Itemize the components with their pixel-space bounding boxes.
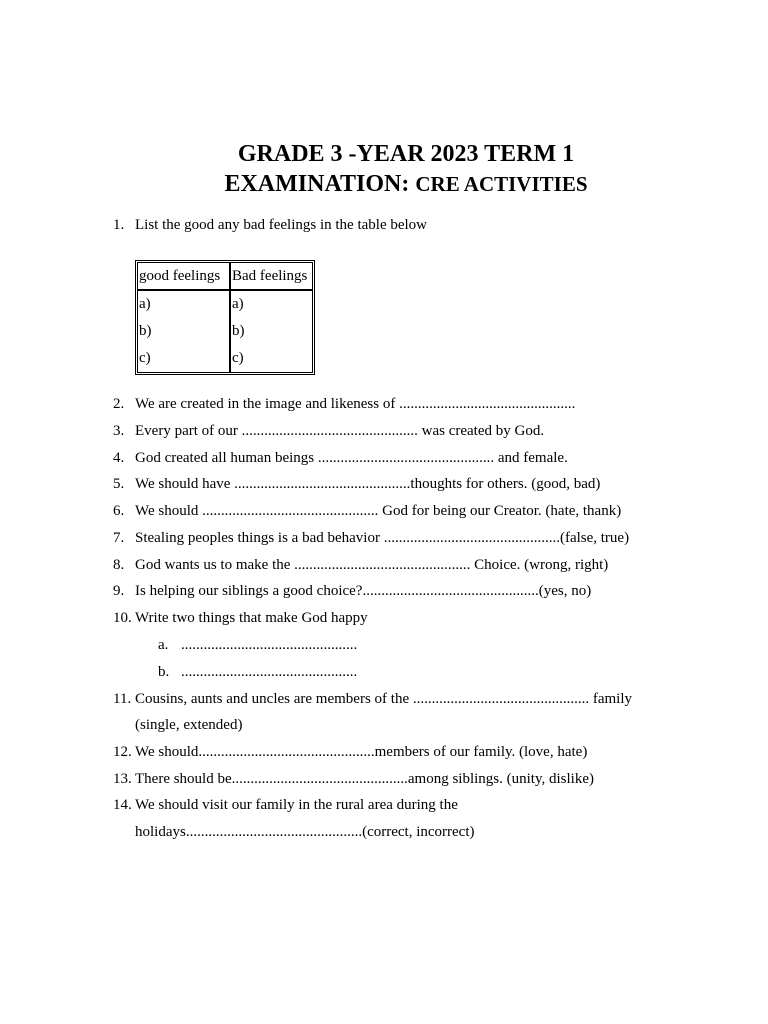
question-number: 12. — [113, 744, 132, 760]
question-number: 3. — [113, 423, 125, 439]
question-number: 4. — [113, 450, 125, 466]
question-number: 11. — [113, 691, 132, 707]
question-text: Stealing peoples things is a bad behavior ...............................................(false, true) — [135, 530, 630, 546]
question-1 — [113, 216, 427, 234]
question-text: Cousins, aunts and uncles are members of the ............................................... family — [135, 691, 633, 707]
question-14 — [113, 796, 458, 814]
table-cell: c) — [232, 350, 244, 366]
question-number: 13. — [113, 771, 132, 787]
question-10 — [113, 609, 368, 627]
question-number: 1. — [113, 217, 125, 233]
question-9 — [113, 582, 591, 600]
answer-line-b — [158, 663, 357, 681]
feelings-table — [135, 260, 315, 375]
question-5 — [113, 475, 600, 493]
question-8 — [113, 556, 608, 574]
exam-title-main: EXAMINATION: — [224, 171, 410, 197]
question-number: 5. — [113, 476, 125, 492]
question-number: 6. — [113, 503, 125, 519]
exam-title-line2 — [0, 169, 768, 199]
question-text: Is helping our siblings a good choice?...............................................(yes, no) — [135, 583, 592, 599]
answer-line-a — [158, 636, 357, 654]
question-6 — [113, 502, 621, 520]
table-cell: b) — [138, 318, 231, 345]
question-4 — [113, 449, 568, 467]
question-3 — [113, 422, 544, 440]
question-text: We should have ...............................................thoughts for others. (good, bad) — [135, 476, 601, 492]
table-header-bad: Bad feelings — [231, 263, 312, 291]
table-cell: a) — [232, 296, 244, 312]
question-number: 9. — [113, 583, 125, 599]
answer-blank: ............................................... — [181, 637, 358, 653]
question-number: 7. — [113, 530, 125, 546]
question-13 — [113, 770, 594, 788]
question-text: We are created in the image and likeness of ............................................... — [135, 396, 576, 412]
sub-item-letter: b. — [158, 664, 170, 680]
question-text: Every part of our ............................................... was created by God. — [135, 423, 545, 439]
question-text: List the good any bad feelings in the table below — [135, 217, 428, 233]
question-number: 14. — [113, 797, 132, 813]
table-header-row — [138, 263, 312, 291]
question-11-continuation: (single, extended) — [135, 717, 243, 733]
table-row — [138, 345, 312, 372]
question-text: God created all human beings ............................................... and female. — [135, 450, 568, 466]
question-14-continuation: holidays...............................................(correct, incorrect) — [135, 824, 475, 840]
question-number: 2. — [113, 396, 125, 412]
question-11 — [113, 690, 632, 708]
sub-item-letter: a. — [158, 637, 169, 653]
question-number: 10. — [113, 610, 132, 626]
question-text: We should visit our family in the rural area during the — [135, 797, 458, 813]
question-text: We should ............................................... God for being our Creator. (hate, thank) — [135, 503, 622, 519]
question-text: God wants us to make the ............................................... Choice. (wrong, right) — [135, 557, 609, 573]
question-2 — [113, 395, 575, 413]
table-cell: a) — [138, 291, 231, 318]
table-row — [138, 291, 312, 318]
question-7 — [113, 529, 629, 547]
question-number: 8. — [113, 557, 125, 573]
table-row — [138, 318, 312, 345]
table-header-good: good feelings — [138, 263, 231, 291]
exam-title-line1: GRADE 3 -YEAR 2023 TERM 1 — [237, 141, 575, 167]
question-text: There should be...............................................among siblings. (unity, dislike) — [135, 771, 594, 787]
answer-blank: ............................................... — [181, 664, 358, 680]
table-cell: c) — [138, 345, 231, 372]
question-text: We should...............................................members of our family. (love, hate) — [135, 744, 588, 760]
table-cell: b) — [232, 323, 245, 339]
question-text: Write two things that make God happy — [135, 610, 368, 626]
exam-title-subject: CRE ACTIVITIES — [415, 172, 588, 196]
question-12 — [113, 743, 587, 761]
